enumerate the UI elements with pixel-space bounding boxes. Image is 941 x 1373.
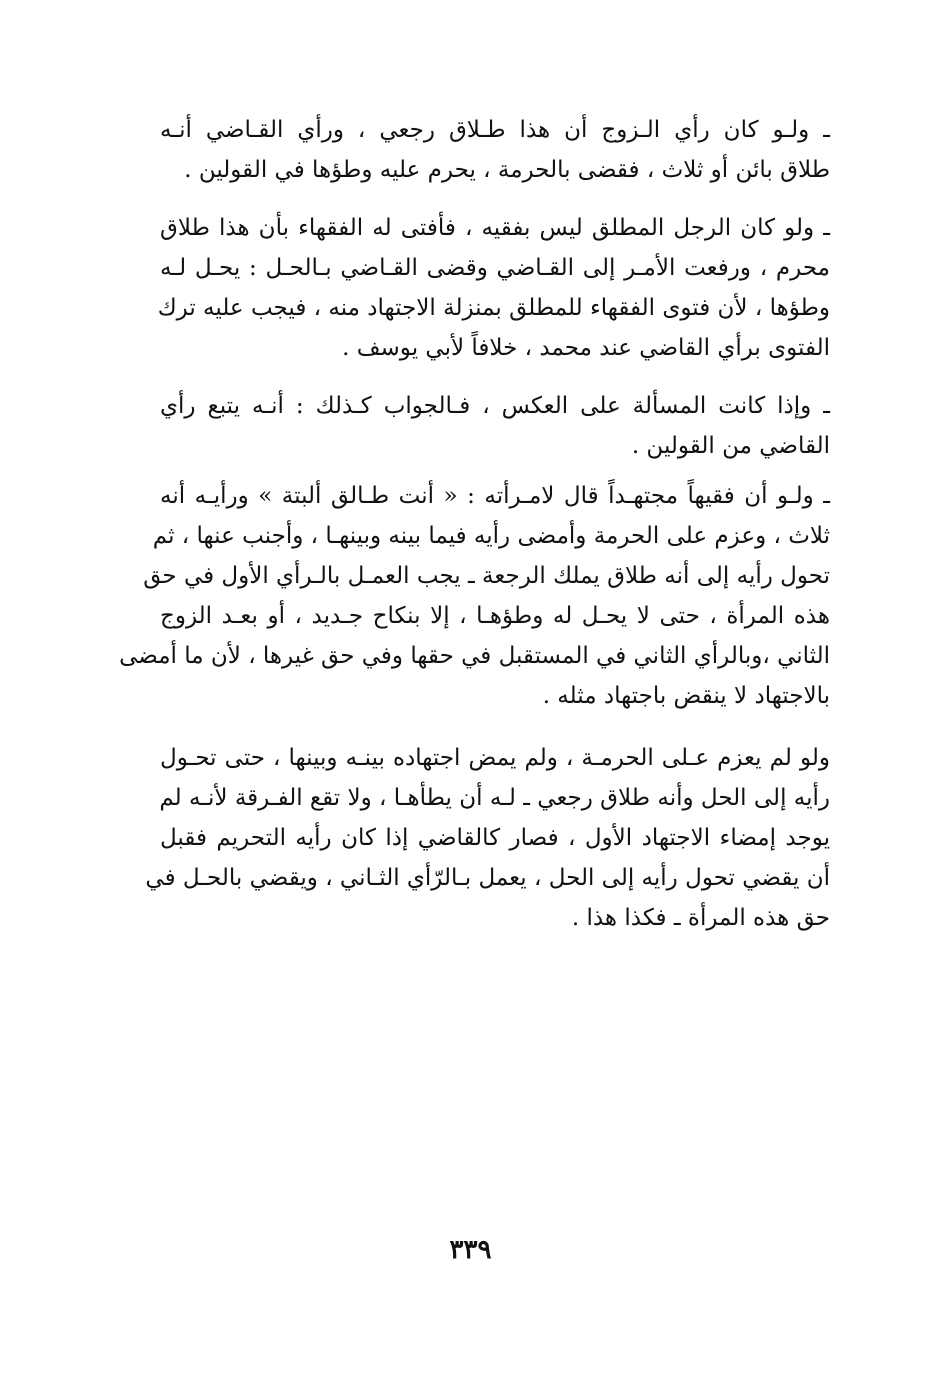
- text-line: ـ ولو كان الرجل المطلق ليس بفقيه ، فأفتى له الفقهاء بأن هذا طلاق: [160, 215, 830, 241]
- paragraph-5: [145, 738, 830, 938]
- paragraph-4: [119, 476, 830, 716]
- paragraph-2: [157, 208, 830, 368]
- body-text: [119, 110, 830, 938]
- text-line: ـ ولـو كان رأي الـزوج أن هذا طـلاق رجعي ، ورأي القـاضي أنـه: [160, 117, 830, 143]
- paragraph-3: [160, 386, 830, 466]
- text-line: وطؤها ، لأن فتوى الفقهاء للمطلق بمنزلة الاجتهاد منه ، فيجب عليه ترك: [157, 295, 830, 321]
- text-line: يوجد إمضاء الاجتهاد الأول ، فصار كالقاضي إذا كان رأيه التحريم فقبل: [160, 825, 830, 851]
- text-line: الفتوى برأي القاضي عند محمد ، خلافاً لأبي يوسف .: [342, 335, 830, 361]
- text-line: ولو لم يعزم عـلى الحرمـة ، ولم يمض اجتهاده بينـه وبينها ، حتى تحـول: [160, 745, 830, 771]
- paragraph-1: [160, 110, 830, 190]
- text-line: تحول رأيه إلى أنه طلاق يملك الرجعة ـ يجب العمـل بالـرأي الأول في حق: [143, 563, 830, 589]
- text-line: محرم ، ورفعت الأمـر إلى القـاضي وقضى القـاضي بـالحـل : يحـل لـه: [160, 255, 830, 281]
- text-line: هذه المرأة ، حتى لا يحـل له وطؤهـا ، إلا بنكاح جـديد ، أو بعـد الزوج: [160, 603, 830, 629]
- text-line: أن يقضي تحول رأيه إلى الحل ، يعمل بـالرّأي الثـاني ، ويقضي بالحـل في: [145, 865, 830, 891]
- text-line: الثاني ،وبالرأي الثاني في المستقبل في حقها وفي حق غيرها ، لأن ما أمضى: [119, 643, 830, 669]
- text-line: بالاجتهاد لا ينقض باجتهاد مثله .: [542, 683, 830, 709]
- text-line: ـ وإذا كانت المسألة على العكس ، فـالجواب كـذلك : أنـه يتبع رأي: [160, 393, 830, 419]
- text-line: ـ ولـو أن فقيهاً مجتهـداً قال لامـرأته : « أنت طـالق ألبتة » ورأيـه أنه: [160, 483, 830, 509]
- page-number: ٣٣٩: [449, 1235, 492, 1265]
- text-line: ثلاث ، وعزم على الحرمة وأمضى رأيه فيما بينه وبينهـا ، وأجنب عنها ، ثم: [152, 523, 830, 549]
- text-line: حق هذه المرأة ـ فكذا هذا .: [571, 905, 830, 931]
- text-line: طلاق بائن أو ثلاث ، فقضى بالحرمة ، يحرم عليه وطؤها في القولين .: [184, 157, 830, 183]
- text-line: القاضي من القولين .: [631, 433, 830, 459]
- text-line: رأيه إلى الحل وأنه طلاق رجعي ـ لـه أن يطأهـا ، ولا تقع الفـرقة لأنـه لم: [159, 785, 830, 811]
